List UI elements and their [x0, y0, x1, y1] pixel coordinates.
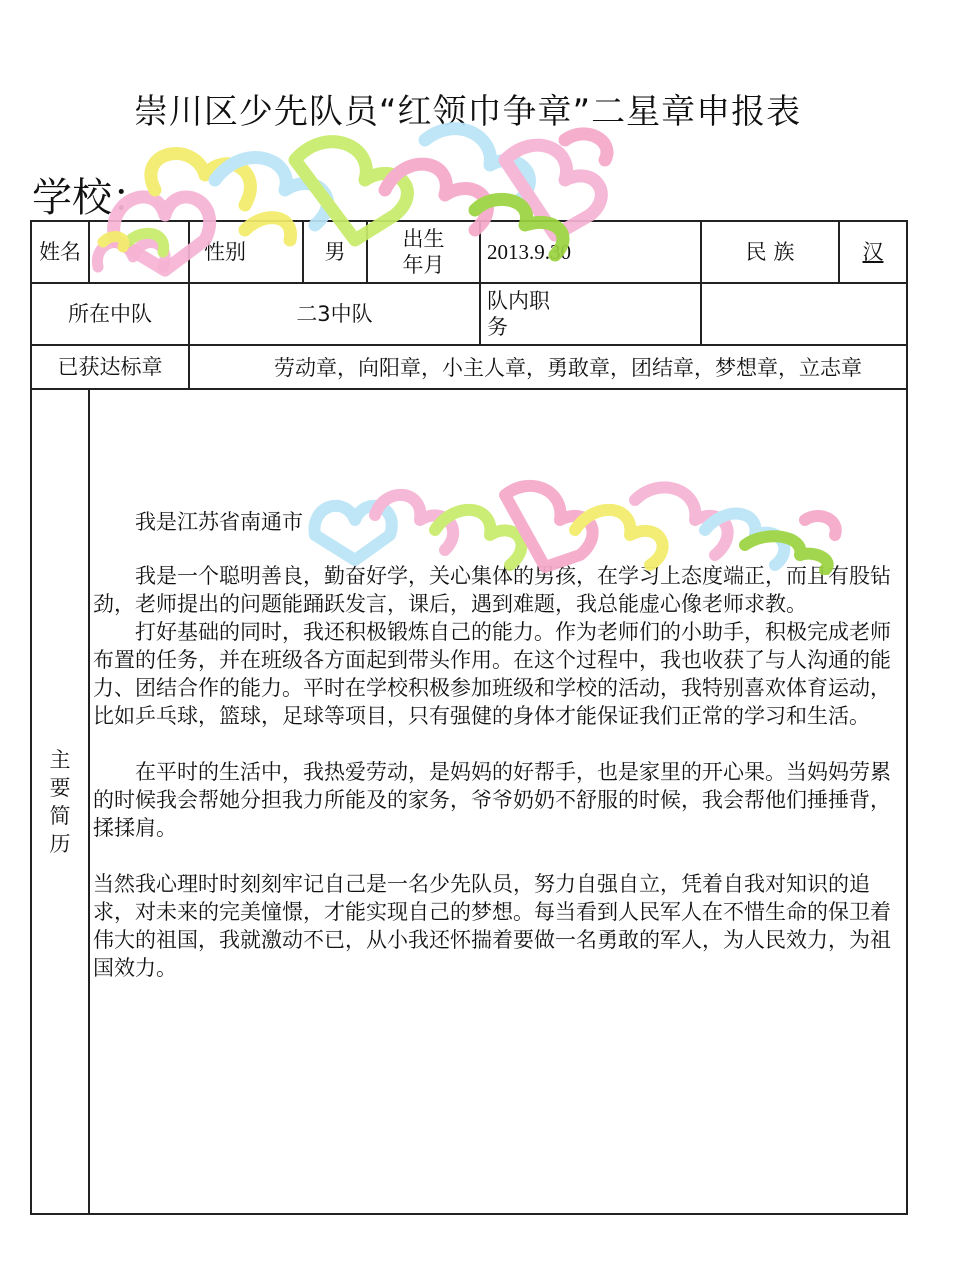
row-basic-info	[31, 221, 907, 283]
birth-value: 2013.9.30	[480, 221, 701, 283]
resume-content	[89, 389, 907, 1214]
resume-paragraph-5: 当然我心理时时刻刻牢记自己是一名少先队员，努力自强自立，凭着自我对知识的追求，对未来的完美憧憬，才能实现自己的梦想。每当看到人民军人在不惜生命的保卫着伟大的祖国，我就激动不已，从小我还怀揣着要做一名勇敢的军人，为人民效力，为祖国效力。	[93, 872, 891, 980]
resume-paragraph-3: 打好基础的同时，我还积极锻炼自己的能力。作为老师们的小助手，积极完成老师布置的任务，并在班级各方面起到带头作用。在这个过程中，我也收获了与人沟通的能力、团结合作的能力。平时在学校积极参加班级和学校的活动，我特别喜欢体育运动，比如乒乓球，篮球，足球等项目，只有强健的身体才能保证我们正常的学习和生活。	[93, 620, 891, 728]
birth-label: 出生年月	[367, 221, 480, 283]
resume-label: 主要简历	[31, 389, 89, 1214]
gender-label: 性别	[189, 221, 303, 283]
name-value	[89, 221, 189, 283]
position-label: 队内职务	[480, 283, 701, 345]
badges-label: 已获达标章	[31, 345, 189, 389]
resume-paragraph-4: 在平时的生活中，我热爱劳动，是妈妈的好帮手，也是家里的开心果。当妈妈劳累的时候我会帮她分担我力所能及的家务，爷爷奶奶不舒服的时候，我会帮他们捶捶背，揉揉肩。	[93, 760, 891, 840]
row-squadron	[31, 283, 907, 345]
row-resume	[31, 389, 907, 1214]
resume-paragraph-2: 我是一个聪明善良，勤奋好学，关心集体的男孩，在学习上态度端正，而且有股钻劲，老师提出的问题能踊跃发言，课后，遇到难题，我总能虚心像老师求教。	[93, 564, 891, 616]
application-form-table	[30, 220, 908, 1215]
gender-value: 男	[303, 221, 367, 283]
ethnicity-label: 民 族	[701, 221, 839, 283]
squadron-value: 二3中队	[189, 283, 480, 345]
position-value	[701, 283, 907, 345]
ethnicity-value: 汉	[839, 221, 907, 283]
school-label: 学校：	[32, 175, 152, 221]
squadron-label: 所在中队	[31, 283, 189, 345]
row-badges	[31, 345, 907, 389]
badges-value: 劳动章，向阳章，小主人章，勇敢章，团结章，梦想章，立志章	[189, 345, 907, 389]
name-label: 姓名	[31, 221, 89, 283]
form-title: 崇川区少先队员“红领巾争章”二星章申报表	[133, 92, 802, 132]
resume-paragraph-1: 我是江苏省南通市	[135, 510, 303, 534]
